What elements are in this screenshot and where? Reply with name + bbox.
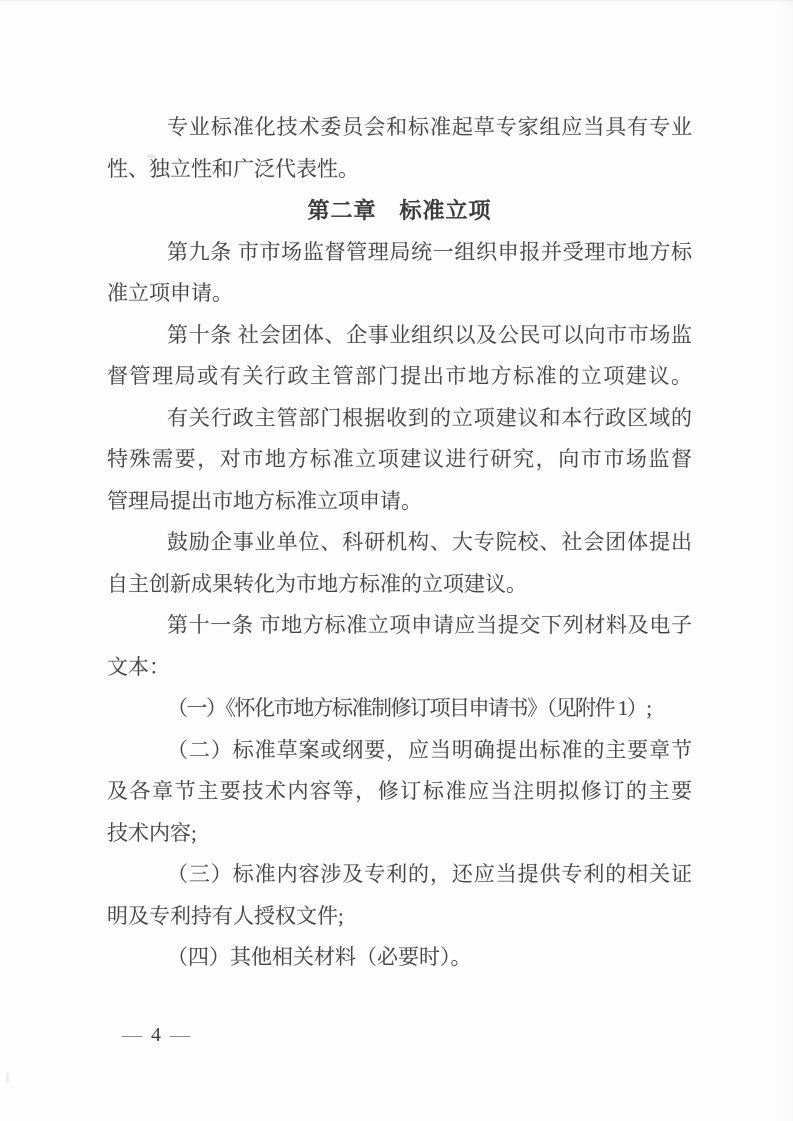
text-line: 文本：	[107, 654, 170, 679]
page-number	[122, 1024, 192, 1047]
text-line: （三）标准内容涉及专利的，还应当提供专利的相关证	[167, 862, 692, 886]
text-line: 性、独立性和广泛代表性。	[107, 156, 359, 181]
chapter-heading: 第二章 标准立项	[307, 198, 492, 223]
text-line: 第十一条 市地方标准立项申请应当提交下列材料及电子	[167, 613, 692, 637]
text-line: 明及专利持有人授权文件;	[107, 903, 344, 928]
text-line: 督管理局或有关行政主管部门提出市地方标准的立项建议。	[107, 364, 692, 388]
text-line: （一）《怀化市地方标准制修订项目申请书》（见附件 1）;	[167, 696, 651, 720]
scan-edge-shadow-right	[779, 0, 793, 1121]
text-line: 准立项申请。	[107, 281, 233, 305]
text-line: 第十条 社会团体、企事业组织以及公民可以向市市场监	[167, 322, 692, 347]
text-line: 第九条 市市场监督管理局统一组织申报并受理市地方标	[167, 239, 692, 264]
scan-speck	[6, 1072, 9, 1084]
page-number-value: 4	[151, 1024, 163, 1046]
text-line: 管理局提出市地方标准立项申请。	[107, 488, 422, 513]
text-line: （四）其他相关材料（必要时）。	[167, 945, 472, 969]
text-line: 鼓励企事业单位、科研机构、大专院校、社会团体提出	[167, 530, 692, 554]
page-number-dash-right: —	[170, 1024, 192, 1046]
text-line: 有关行政主管部门根据收到的立项建议和本行政区域的	[167, 405, 692, 430]
scan-edge-shadow-top	[0, 0, 793, 3]
text-line: 技术内容;	[107, 820, 197, 845]
text-line: 特殊需要，对市地方标准立项建议进行研究，向市市场监督	[107, 447, 692, 471]
text-line: 专业标准化技术委员会和标准起草专家组应当具有专业	[167, 115, 692, 139]
text-line: 自主创新成果转化为市地方标准的立项建议。	[107, 571, 527, 596]
page-number-dash-left: —	[122, 1024, 144, 1046]
text-line: 及各章节主要技术内容等，修订标准应当注明拟修订的主要	[107, 779, 692, 803]
text-line: （二）标准草案或纲要，应当明确提出标准的主要章节	[167, 737, 692, 762]
document-body	[107, 107, 692, 979]
